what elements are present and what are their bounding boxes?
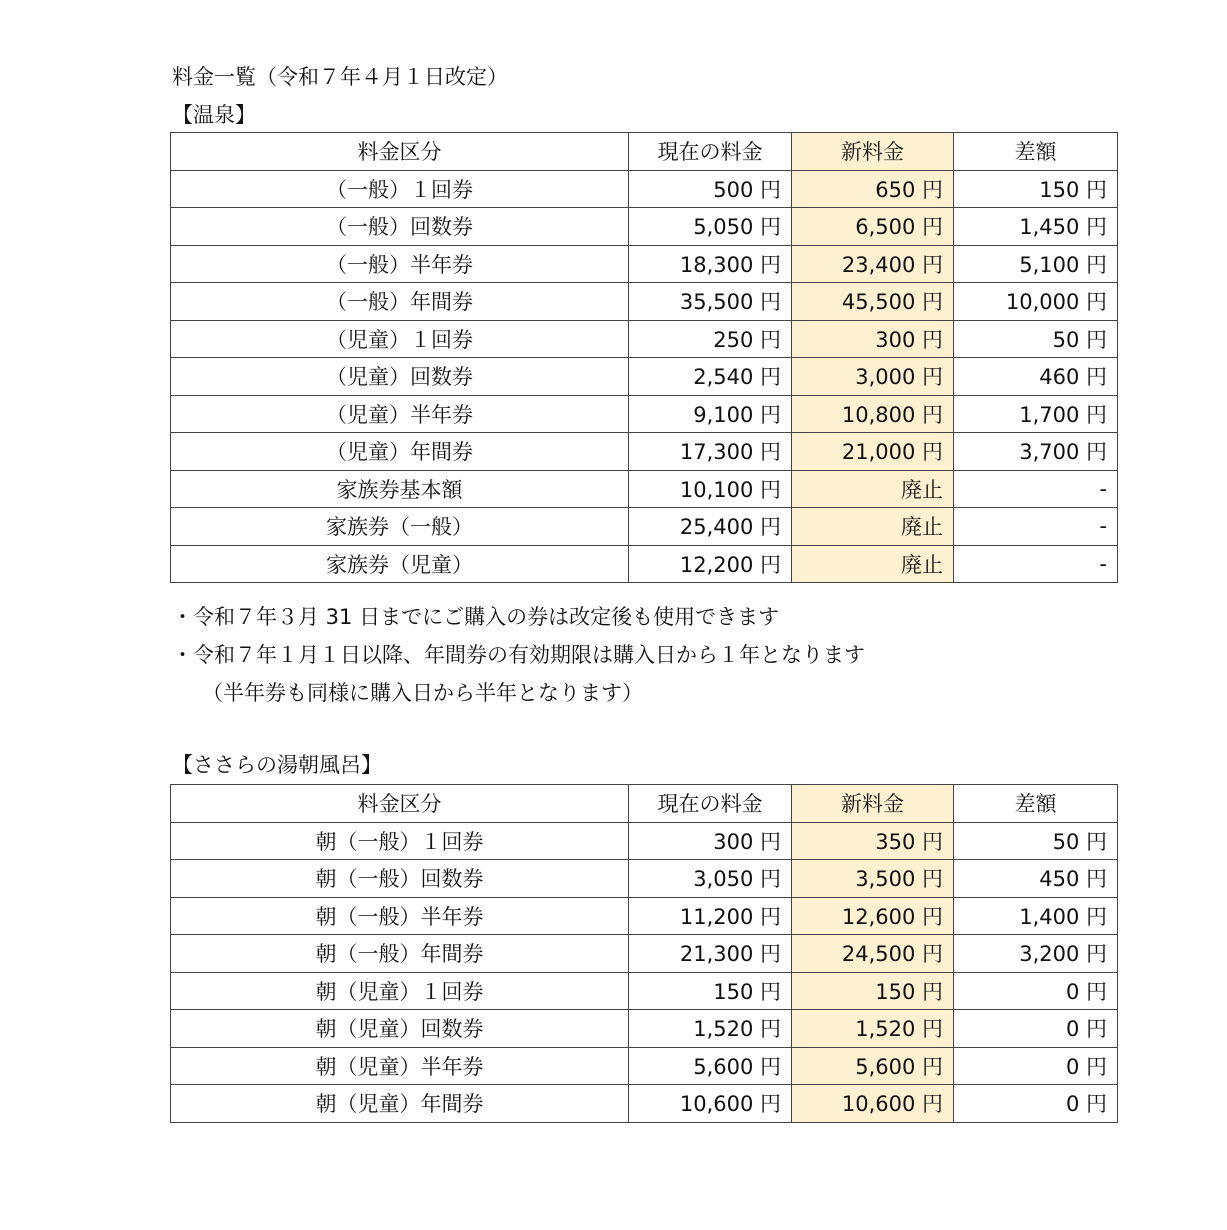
new-fee-cell: 300 円: [792, 320, 954, 358]
table-row: [171, 395, 1118, 433]
new-fee-cell: 21,000 円: [792, 433, 954, 471]
current-fee-cell: 500 円: [629, 170, 792, 208]
note-item: ・令和７年１月１日以降、年間券の有効期限は購入日から１年となります: [172, 643, 865, 667]
table-row: [171, 972, 1118, 1010]
current-fee-cell: 12,200 円: [629, 545, 792, 583]
difference-cell: 1,450 円: [954, 208, 1118, 246]
category-cell: （一般）半年券: [171, 245, 629, 283]
current-fee-cell: 1,520 円: [629, 1010, 792, 1048]
table-row: [171, 935, 1118, 973]
new-fee-cell: 350 円: [792, 822, 954, 860]
section-heading-asaburo: 【ささらの湯朝風呂】: [172, 753, 382, 777]
table-row: [171, 545, 1118, 583]
header-difference: 差額: [954, 133, 1118, 171]
difference-cell: 3,200 円: [954, 935, 1118, 973]
header-new-fee: 新料金: [792, 785, 954, 823]
category-cell: （一般）回数券: [171, 208, 629, 246]
fee-table-asaburo: [170, 784, 1118, 1123]
category-cell: 朝（児童）年間券: [171, 1085, 629, 1123]
new-fee-cell: 3,500 円: [792, 860, 954, 898]
difference-cell: 0 円: [954, 1047, 1118, 1085]
category-cell: （児童）年間券: [171, 433, 629, 471]
category-cell: 朝（一般）年間券: [171, 935, 629, 973]
new-fee-cell: 6,500 円: [792, 208, 954, 246]
note-item: ・令和７年３月 31 日までにご購入の券は改定後も使用できます: [172, 605, 780, 629]
difference-cell: 50 円: [954, 320, 1118, 358]
current-fee-cell: 25,400 円: [629, 508, 792, 546]
category-cell: （一般）年間券: [171, 283, 629, 321]
difference-cell: 50 円: [954, 822, 1118, 860]
table-row: [171, 897, 1118, 935]
section-heading-onsen: 【温泉】: [172, 103, 256, 127]
category-cell: （一般）１回券: [171, 170, 629, 208]
difference-cell: 3,700 円: [954, 433, 1118, 471]
category-cell: 朝（児童）回数券: [171, 1010, 629, 1048]
table-row: [171, 320, 1118, 358]
category-cell: 家族券基本額: [171, 470, 629, 508]
difference-cell: -: [954, 470, 1118, 508]
current-fee-cell: 300 円: [629, 822, 792, 860]
header-current-fee: 現在の料金: [629, 785, 792, 823]
table-row: [171, 208, 1118, 246]
current-fee-cell: 17,300 円: [629, 433, 792, 471]
category-cell: 朝（児童）半年券: [171, 1047, 629, 1085]
difference-cell: -: [954, 545, 1118, 583]
current-fee-cell: 18,300 円: [629, 245, 792, 283]
new-fee-cell: 24,500 円: [792, 935, 954, 973]
table-header-row: [171, 133, 1118, 171]
new-fee-cell: 廃止: [792, 508, 954, 546]
current-fee-cell: 11,200 円: [629, 897, 792, 935]
table-row: [171, 245, 1118, 283]
current-fee-cell: 3,050 円: [629, 860, 792, 898]
current-fee-cell: 21,300 円: [629, 935, 792, 973]
table-header-row: [171, 785, 1118, 823]
difference-cell: 460 円: [954, 358, 1118, 396]
table-row: [171, 1047, 1118, 1085]
current-fee-cell: 5,050 円: [629, 208, 792, 246]
header-current-fee: 現在の料金: [629, 133, 792, 171]
new-fee-cell: 12,600 円: [792, 897, 954, 935]
header-difference: 差額: [954, 785, 1118, 823]
difference-cell: 1,400 円: [954, 897, 1118, 935]
header-category: 料金区分: [171, 785, 629, 823]
current-fee-cell: 35,500 円: [629, 283, 792, 321]
table-row: [171, 1085, 1118, 1123]
category-cell: 朝（一般）１回券: [171, 822, 629, 860]
difference-cell: 5,100 円: [954, 245, 1118, 283]
new-fee-cell: 5,600 円: [792, 1047, 954, 1085]
header-new-fee: 新料金: [792, 133, 954, 171]
new-fee-cell: 23,400 円: [792, 245, 954, 283]
difference-cell: 10,000 円: [954, 283, 1118, 321]
category-cell: 朝（一般）回数券: [171, 860, 629, 898]
new-fee-cell: 150 円: [792, 972, 954, 1010]
note-item: （半年券も同様に購入日から半年となります）: [202, 681, 643, 705]
difference-cell: 450 円: [954, 860, 1118, 898]
current-fee-cell: 250 円: [629, 320, 792, 358]
new-fee-cell: 45,500 円: [792, 283, 954, 321]
notes: [172, 598, 865, 712]
table-row: [171, 433, 1118, 471]
current-fee-cell: 150 円: [629, 972, 792, 1010]
current-fee-cell: 9,100 円: [629, 395, 792, 433]
table-row: [171, 470, 1118, 508]
difference-cell: 0 円: [954, 972, 1118, 1010]
category-cell: （児童）１回券: [171, 320, 629, 358]
new-fee-cell: 1,520 円: [792, 1010, 954, 1048]
new-fee-cell: 廃止: [792, 545, 954, 583]
table-row: [171, 822, 1118, 860]
table-row: [171, 358, 1118, 396]
table-row: [171, 283, 1118, 321]
table-row: [171, 508, 1118, 546]
fee-table-onsen: [170, 132, 1118, 583]
new-fee-cell: 10,600 円: [792, 1085, 954, 1123]
current-fee-cell: 5,600 円: [629, 1047, 792, 1085]
category-cell: 家族券（児童）: [171, 545, 629, 583]
new-fee-cell: 3,000 円: [792, 358, 954, 396]
current-fee-cell: 10,100 円: [629, 470, 792, 508]
category-cell: （児童）回数券: [171, 358, 629, 396]
page-title: 料金一覧（令和７年４月１日改定）: [172, 65, 508, 89]
new-fee-cell: 650 円: [792, 170, 954, 208]
header-category: 料金区分: [171, 133, 629, 171]
difference-cell: 150 円: [954, 170, 1118, 208]
current-fee-cell: 2,540 円: [629, 358, 792, 396]
category-cell: 朝（一般）半年券: [171, 897, 629, 935]
category-cell: （児童）半年券: [171, 395, 629, 433]
category-cell: 家族券（一般）: [171, 508, 629, 546]
difference-cell: 0 円: [954, 1085, 1118, 1123]
new-fee-cell: 廃止: [792, 470, 954, 508]
current-fee-cell: 10,600 円: [629, 1085, 792, 1123]
new-fee-cell: 10,800 円: [792, 395, 954, 433]
table-row: [171, 170, 1118, 208]
difference-cell: 1,700 円: [954, 395, 1118, 433]
difference-cell: -: [954, 508, 1118, 546]
difference-cell: 0 円: [954, 1010, 1118, 1048]
category-cell: 朝（児童）１回券: [171, 972, 629, 1010]
table-row: [171, 1010, 1118, 1048]
table-row: [171, 860, 1118, 898]
